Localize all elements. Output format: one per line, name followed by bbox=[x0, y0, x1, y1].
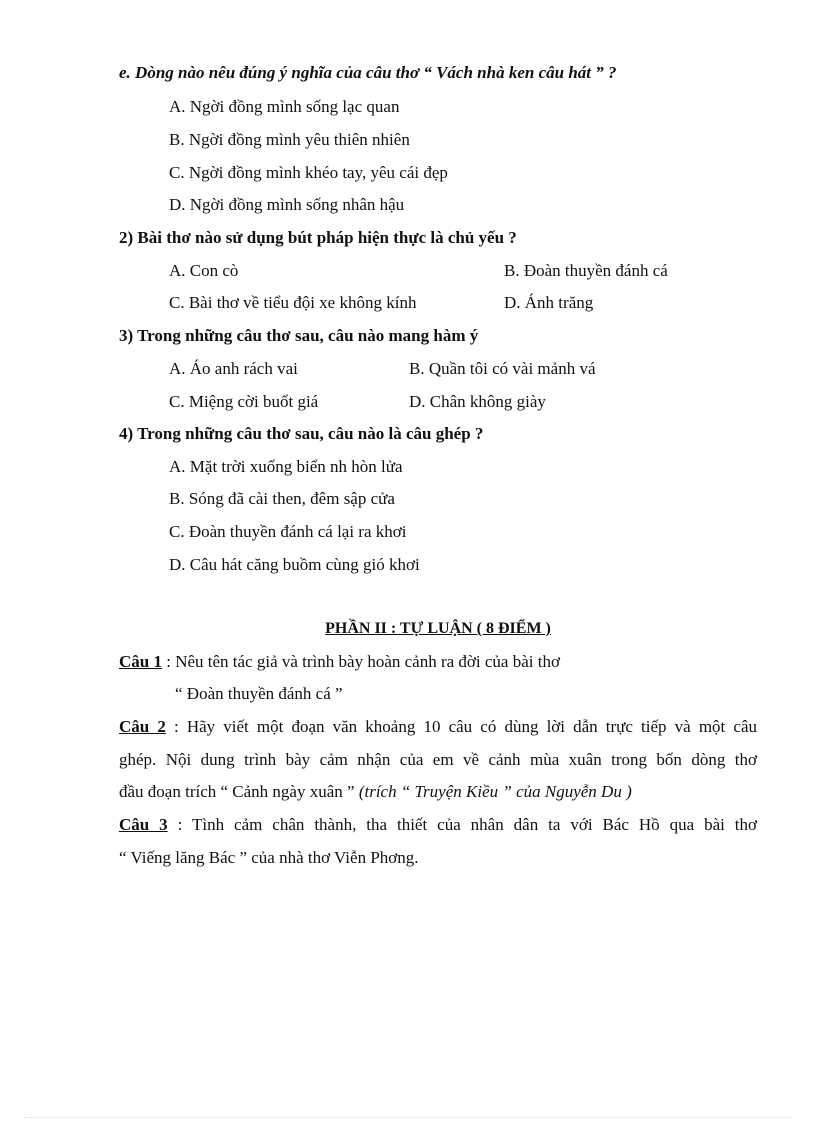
cau2-source: (trích “ Truyện Kiều ” của Nguyễn Du ) bbox=[358, 782, 632, 801]
option-2-c: C. Bài thơ về tiểu đội xe không kính bbox=[169, 293, 417, 312]
question-2: 2) Bài thơ nào sử dụng bút pháp hiện thực là chủ yếu ? bbox=[119, 228, 517, 247]
option-4-c: C. Đoàn thuyền đánh cá lại ra khơi bbox=[169, 522, 407, 541]
option-2-b: B. Đoàn thuyền đánh cá bbox=[504, 261, 668, 280]
cau1-label: Câu 1 bbox=[119, 652, 162, 671]
option-4-a: A. Mặt trời xuống biển nh hòn lửa bbox=[169, 457, 403, 476]
part2-heading bbox=[0, 620, 816, 638]
cau3-line2: “ Viếng lăng Bác ” của nhà thơ Viễn Phơng. bbox=[119, 848, 419, 867]
page-bottom-divider bbox=[24, 1117, 792, 1118]
option-3-a: A. Áo anh rách vai bbox=[169, 359, 298, 378]
question-3: 3) Trong những câu thơ sau, câu nào mang hàm ý bbox=[119, 326, 479, 345]
cau3-label: Câu 3 bbox=[119, 815, 168, 834]
option-3-b: B. Quần tôi có vài mảnh vá bbox=[409, 359, 596, 378]
option-4-d: D. Câu hát căng buồm cùng gió khơi bbox=[169, 555, 420, 574]
cau3-line1 bbox=[119, 815, 757, 835]
cau2-line3-text: đầu đoạn trích “ Cảnh ngày xuân ” bbox=[119, 782, 359, 801]
option-1e-c: C. Ngời đồng mình khéo tay, yêu cái đẹp bbox=[169, 163, 448, 182]
cau2-label: Câu 2 bbox=[119, 717, 166, 736]
option-3-c: C. Miệng cời buốt giá bbox=[169, 392, 319, 411]
option-3-d: D. Chân không giày bbox=[409, 392, 546, 411]
cau3-text: : Tình cảm chân thành, tha thiết của nhân dân ta với Bác Hồ qua bài thơ bbox=[167, 815, 758, 834]
question-4: 4) Trong những câu thơ sau, câu nào là câu ghép ? bbox=[119, 424, 484, 443]
cau2-line2: ghép. Nội dung trình bày cảm nhận của em về cảnh mùa xuân trong bốn dòng thơ bbox=[119, 750, 757, 769]
cau2-line3 bbox=[119, 782, 632, 802]
option-1e-b: B. Ngời đồng mình yêu thiên nhiên bbox=[169, 130, 410, 149]
option-2-a: A. Con cò bbox=[169, 261, 239, 280]
question-1e: e. Dòng nào nêu đúng ý nghĩa của câu thơ “ Vách nhà ken câu hát ” ? bbox=[119, 63, 617, 82]
option-4-b: B. Sóng đã cài then, đêm sập cửa bbox=[169, 489, 395, 508]
cau2-text: : Hãy viết một đoạn văn khoảng 10 câu có dùng lời dẫn trực tiếp và một câu bbox=[165, 717, 757, 736]
cau1-text: : Nêu tên tác giả và trình bày hoàn cảnh ra đời của bài thơ bbox=[161, 652, 560, 671]
cau1-line2: “ Đoàn thuyền đánh cá ” bbox=[175, 684, 343, 703]
option-2-d: D. Ánh trăng bbox=[504, 293, 594, 312]
option-1e-d: D. Ngời đồng mình sống nhân hậu bbox=[169, 195, 405, 214]
option-1e-a: A. Ngời đồng mình sống lạc quan bbox=[169, 97, 400, 116]
cau2-line1 bbox=[119, 717, 757, 737]
part2-heading-text: PHẦN II : TỰ LUẬN ( 8 ĐIỂM ) bbox=[325, 620, 551, 637]
cau1-line1 bbox=[119, 652, 560, 672]
